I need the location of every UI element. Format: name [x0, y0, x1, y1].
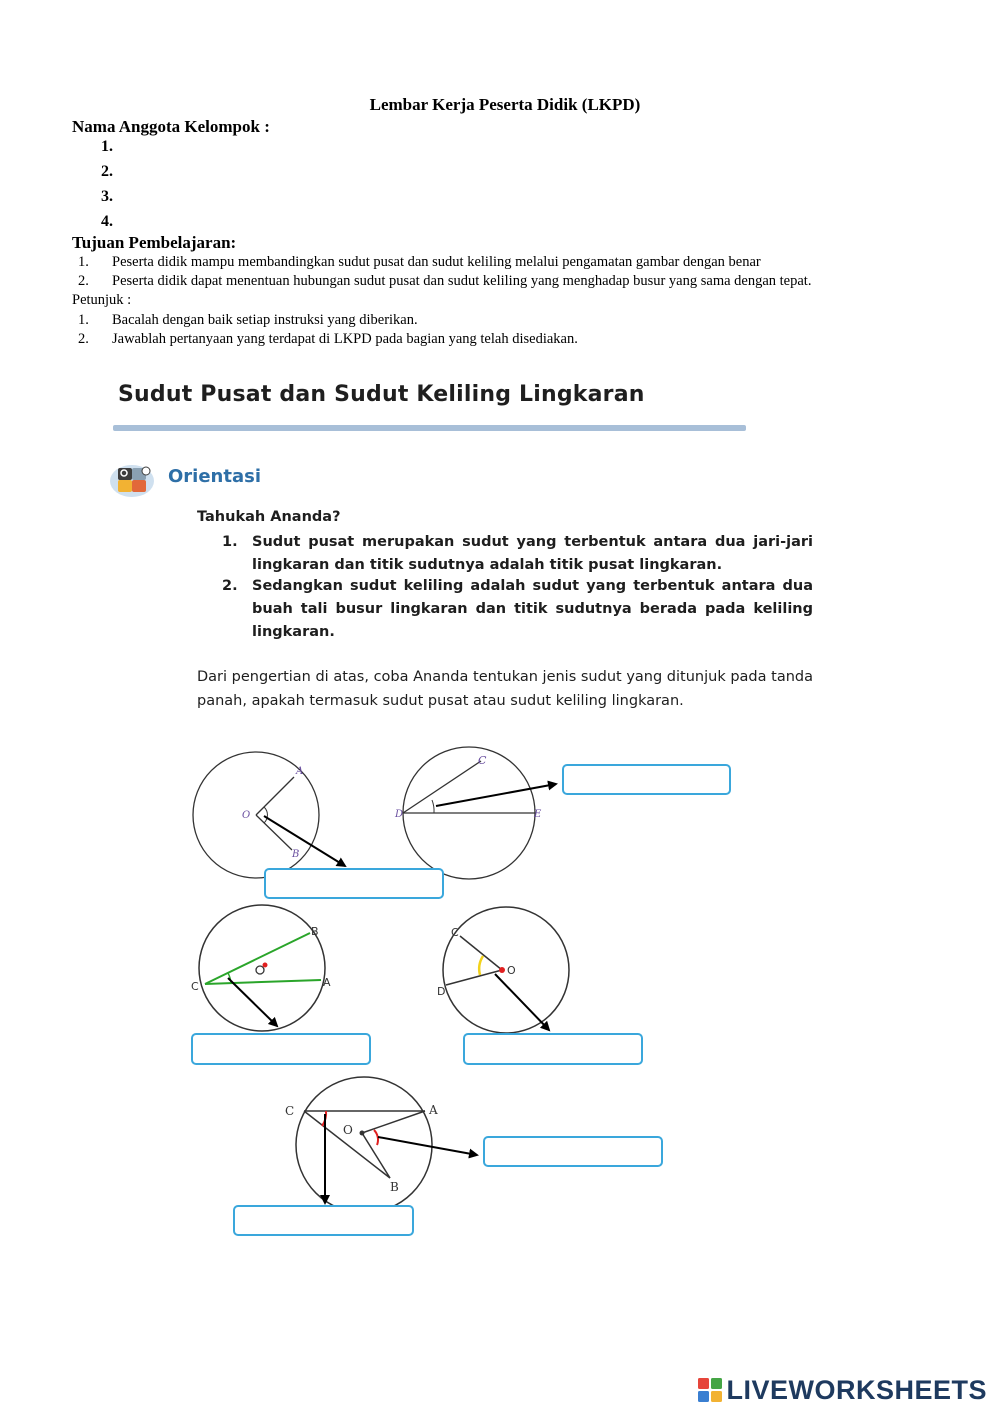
objective-text: Peserta didik dapat menentuan hubungan sudut pusat dan sudut keliling yang menghadap busur yang sama dengan tepat.: [112, 273, 812, 289]
definition-number: 1.: [222, 534, 238, 550]
instructions-heading: Petunjuk :: [72, 292, 132, 308]
instruction-item: [72, 331, 578, 348]
puzzle-icon: [110, 462, 160, 498]
label-o: O: [343, 1123, 353, 1137]
definition-number: 2.: [222, 578, 238, 594]
member-number-3: 3.: [101, 188, 113, 205]
label-b: B: [292, 849, 300, 860]
label-a: A: [429, 1103, 438, 1117]
label-e: E: [534, 809, 542, 820]
label-b: B: [311, 925, 319, 938]
liveworksheets-brand: LIVEWORKSHEETS: [726, 1374, 987, 1405]
members-heading: Nama Anggota Kelompok :: [72, 117, 270, 136]
objective-item: [72, 254, 761, 271]
objective-number: 2.: [78, 273, 89, 289]
member-number-4: 4.: [101, 213, 113, 230]
objective-number: 1.: [78, 254, 89, 270]
section-title: Sudut Pusat dan Sudut Keliling Lingkaran: [118, 382, 645, 407]
label-b: B: [390, 1180, 399, 1194]
instruction-number: 2.: [78, 331, 89, 347]
label-d: D: [395, 809, 404, 820]
figure-5-combined-angles: [285, 1077, 477, 1213]
question-paragraph: Dari pengertian di atas, coba Ananda tentukan jenis sudut yang ditunjuk pada tanda panah, apakah termasuk sudut pusat atau sudut keliling lingkaran.: [197, 669, 813, 709]
instruction-item: [72, 312, 418, 329]
label-a: A: [296, 766, 304, 777]
figure-4-central-angle: [437, 907, 569, 1033]
page-title: Lembar Kerja Peserta Didik (LKPD): [369, 95, 641, 114]
liveworksheets-logo-icon: [698, 1378, 722, 1402]
label-c: C: [478, 754, 487, 767]
definition-item: [222, 575, 813, 644]
label-o: O: [507, 964, 516, 977]
objective-item: [72, 273, 811, 290]
objectives-heading: Tujuan Pembelajaran:: [72, 233, 237, 252]
figure-2-inscribed-angle: [394, 747, 556, 879]
definition-text: Sudut pusat merupakan sudut yang terbentuk antara dua jari-jari lingkaran dan titik sudutnya adalah titik pusat lingkaran.: [252, 534, 813, 573]
definition-text: Sedangkan sudut keliling adalah sudut yang terbentuk antara dua buah tali busur lingkaran dan titik sudutnya berada pada keliling lingkaran.: [252, 578, 813, 640]
member-number-2: 2.: [101, 163, 113, 180]
objective-text: Peserta didik mampu membandingkan sudut pusat dan sudut keliling melalui pengamatan gambar dengan benar: [112, 254, 761, 270]
answer-box-3[interactable]: [191, 1033, 371, 1065]
answer-box-5[interactable]: [483, 1136, 663, 1167]
member-number-1: 1.: [101, 138, 113, 155]
label-c: C: [191, 980, 199, 993]
label-c: C: [285, 1104, 295, 1118]
instruction-text: Jawablah pertanyaan yang terdapat di LKPD pada bagian yang telah disediakan.: [112, 331, 578, 347]
figure-1-central-angle: [193, 752, 345, 878]
orientation-label: Orientasi: [168, 466, 262, 487]
answer-box-2[interactable]: [264, 868, 444, 899]
answer-box-6[interactable]: [233, 1205, 414, 1236]
intro-heading: Tahukah Ananda?: [197, 509, 341, 525]
definition-item: [222, 531, 813, 577]
instruction-text: Bacalah dengan baik setiap instruksi yang diberikan.: [112, 312, 418, 328]
liveworksheets-logo: [698, 1374, 987, 1406]
label-d: D: [437, 985, 446, 998]
answer-box-4[interactable]: [463, 1033, 643, 1065]
label-o: O: [242, 810, 251, 821]
label-a: A: [323, 976, 331, 989]
figures-diagram: [0, 740, 999, 1260]
answer-box-1[interactable]: [562, 764, 731, 795]
figure-3-inscribed-angle: [191, 905, 331, 1031]
instruction-number: 1.: [78, 312, 89, 328]
title-underline: [113, 425, 746, 431]
label-c: C: [451, 926, 459, 939]
